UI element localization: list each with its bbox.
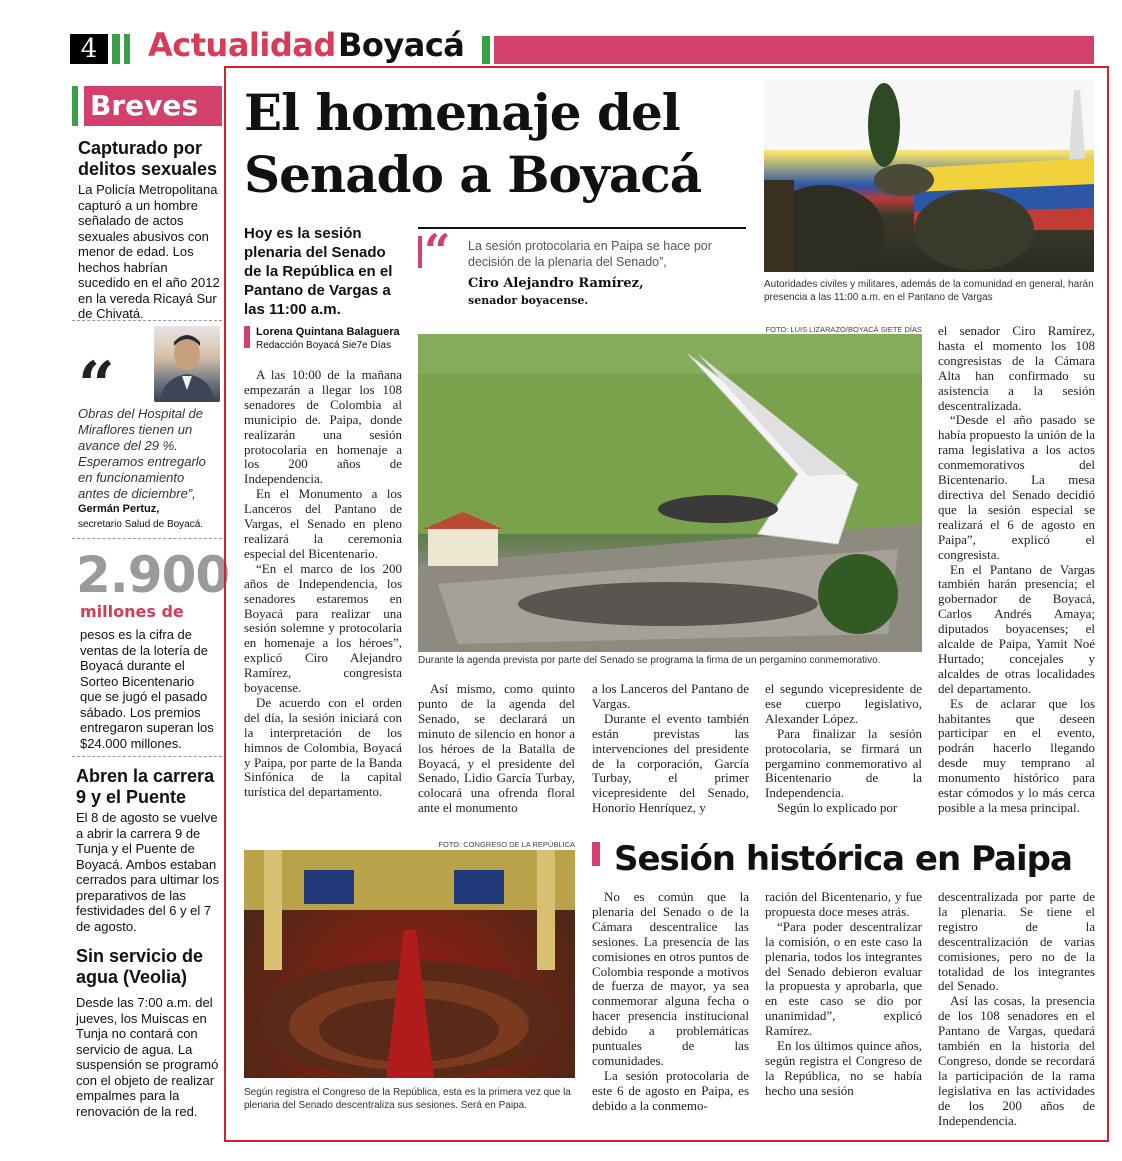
byline-bar [244, 326, 250, 348]
divider [72, 538, 222, 539]
monument-aerial-photo [418, 334, 922, 652]
paragraph: Así las cosas, la presencia de los 108 senadores en el Pantano de Vargas, quedará también en la historia del Congreso, donde se recordará la participación de la rama legislativa en las actividades de los 200 años de Independencia. [938, 993, 1095, 1128]
soldiers-flag-photo [764, 80, 1094, 272]
photo-caption: Según registra el Congreso de la República, esta es la primera vez que la plenaria del Senado descentraliza sus sesiones. Será en Paipa. [244, 1087, 571, 1111]
paragraph: el segundo vicepresidente de ese cuerpo legislativo, Alexander López. [765, 681, 922, 726]
paragraph: En los últimos quince años, según registra el Congreso de la República, no se había hecho una sesión [765, 1038, 922, 1098]
figure-unit: millones de [80, 602, 184, 621]
article-column-1 [244, 368, 402, 800]
header-green-bar [124, 34, 130, 64]
article-column-3 [592, 682, 749, 816]
brief-title: Sin servicio de agua (Veolia) [76, 946, 204, 987]
paragraph: Así mismo, como quinto punto de la agenda del Senado, se declarará un minuto de silencio en honor a los héroes de la Batalla de Boyacá, y el presidente del Senado, Lidio García Turbay, colocará una ofrenda floral ante el monumento [418, 681, 575, 816]
section-name: Actualidad [148, 26, 336, 64]
paragraph: No es común que la plenaria del Senado o de la Cámara descentralice las sesiones. La presencia de las comisiones en otros puntos de Colombia responde a motivos de fuerza de mayor, ya sea conmemorar alguna fecha o hacer presencia institucional debido a problemáticas puntuales de las comunidades. [592, 889, 749, 1068]
paragraph: “En el marco de los 200 años de Independencia, los senadores estaremos en Boyacá para realizar una sesión solemne y protocolaria en homenaje a los héroes”, explicó Ciro Alejandro Ramírez, congresista boyacense. [244, 560, 402, 696]
paragraph: Según lo explicado por [777, 800, 898, 816]
divider [72, 320, 222, 321]
sidebar-quote-text: Obras del Hospital de Miraflores tienen un avance del 29 %. Esperamos entregarlo en funcionamiento antes de diciembre”, [78, 406, 206, 501]
paragraph: a los Lanceros del Pantano de Vargas. [592, 681, 749, 711]
photo-credit: FOTO: CONGRESO DE LA REPÚBLICA [438, 840, 575, 849]
figure-number: 2.900 [76, 546, 230, 604]
article2-column-1 [592, 890, 749, 1114]
sidebar-green-bar [72, 86, 78, 126]
paragraph: En el Pantano de Vargas también harán presencia; el gobernador de Boyacá, Carlos Andrés Amaya; diputados boyacenses; el alcalde de Paipa, Yamit Noé Hurtado; concejales y alcaldes de otras localidades del departamento. [938, 561, 1095, 696]
article2-column-2 [765, 890, 922, 1099]
photo-illustration-icon [244, 850, 575, 1078]
avatar [154, 326, 220, 402]
quote-mark-icon: “ [78, 348, 115, 423]
brief-title: Capturado por delitos sexuales [78, 138, 218, 179]
secondary-headline: Sesión histórica en Paipa [614, 839, 1072, 879]
article2-column-3 [938, 890, 1095, 1129]
paragraph: descentralizada por parte de la plenaria. Se tiene el registro de la descentralización de varias comisiones, pero no de la totalidad de los integrantes del Senado. [938, 889, 1095, 994]
photo-illustration-icon [764, 80, 1094, 272]
paragraph: Para finalizar la sesión protocolaria, se firmará un pergamino conmemorativo al Bicentenario de la Independencia. [765, 725, 922, 801]
sidebar-quote-role: secretario Salud de Boyacá. [78, 519, 204, 530]
quote-mark-icon: “ [424, 224, 451, 278]
header-bar [494, 36, 1094, 64]
article-column-2 [418, 682, 575, 816]
headline-bar [592, 842, 600, 866]
pullquote-role: senador boyacense. [468, 294, 589, 307]
paragraph: “Para poder descentralizar la comisión, o en este caso la plenaria, todos los integrantes del Senado debieron evaluar la propuesta y aprobarla, que en este caso se dio por unanimidad”, explicó Ramírez. [765, 918, 922, 1039]
sidebar-quote-name: Germán Pertuz, [78, 503, 160, 515]
pullquote-text: La sesión protocolaria en Paipa se hace por decisión de la plenaria del Senado”, [468, 239, 712, 269]
brief-title: Abren la carrera 9 y el Puente [76, 766, 215, 807]
figure-text: pesos es la cifra de ventas de la lotería de Boyacá durante el Sorteo Bicentenario que se jugó el pasado sábado. Los premios entregaron superan los $24.000 millones. [80, 627, 214, 751]
portrait-icon [154, 326, 220, 402]
paragraph: La sesión protocolaria de este 6 de agosto en Paipa, es debido a la conmemo- [592, 1067, 749, 1113]
brief-text: Desde las 7:00 a.m. del jueves, los Muiscas en Tunja no contará con servicio de agua. La suspensión se programó con el objeto de realizar empalmes para la renovación de la red. [76, 995, 219, 1119]
byline-author: Lorena Quintana Balaguera [256, 326, 400, 338]
divider [72, 756, 222, 757]
article-column-5 [938, 324, 1095, 816]
quote-bar [418, 236, 422, 268]
brief-text: La Policía Metropolitana capturó a un hombre señalado de actos sexuales abusivos con menor de edad. Los hechos habrían sucedido en el año 2012 en la vereda Ricayá Sur de Chivatá. [78, 182, 220, 321]
photo-credit: FOTO: LUIS LIZARAZO/BOYACÁ SIETE DÍAS [765, 325, 922, 334]
paragraph: De acuerdo con el orden del día, la sesión iniciará con la interpretación de los himnos de Colombia, Boyacá y Paipa, por parte de la Banda Sinfónica de la capital turística del departamento. [244, 694, 402, 800]
quote-rule [418, 227, 746, 229]
subhead: Hoy es la sesión plenaria del Senado de la República en el Pantano de Vargas a las 11:00 a.m. [244, 225, 393, 318]
paragraph: “Desde el año pasado se había propuesto la unión de la rama legislativa a los actos conmemorativos del Bicentenario. La mesa directiva del Senado decidió que la sesión especial se realizará el 6 de agosto en Paipa”, explicó el congresista. [938, 412, 1095, 562]
header-green-bar [112, 34, 120, 64]
headline: El homenaje del Senado a Boyacá [244, 83, 702, 204]
sidebar-heading: Breves [84, 86, 222, 126]
photo-illustration-icon [418, 334, 922, 652]
section-region: Boyacá [338, 26, 465, 64]
page-number: 4 [70, 34, 108, 64]
paragraph: En el Monumento a los Lanceros del Pantano de Vargas, el Senado en pleno realizará la ceremonia especial del Bicentenario. [244, 486, 402, 561]
senate-chamber-photo [244, 850, 575, 1078]
paragraph: Durante el evento también están previstas las intervenciones del presidente de la corporación, García Turbay, el primer vicepresidente del Senado, Honorio Henríquez, y [592, 710, 749, 816]
paragraph: A las 10:00 de la mañana empezarán a llegar los 108 senadores de Colombia al municipio de. Paipa, donde realizarán una sesión protocolaria en homenaje a los 200 años de Independencia. [244, 367, 402, 487]
article-column-4 [765, 682, 922, 816]
photo-caption: Autoridades civiles y militares, además de la comunidad en general, harán presencia a las 11:00 a.m. en el Pantano de Vargas [764, 279, 1094, 303]
paragraph: Es de aclarar que los habitantes que deseen participar en el evento, podrán hacerlo llegando desde muy temprano al monumento histórico para estar cómodos y lo más cerca posible a la mesa principal. [938, 695, 1095, 815]
byline-desk: Redacción Boyacá Sie7e Días [256, 340, 392, 351]
pullquote-name: Ciro Alejandro Ramírez, [468, 276, 644, 291]
header-green-bar [482, 36, 490, 64]
brief-text: El 8 de agosto se vuelve a abrir la carrera 9 de Tunja y el Puente de Boyacá. Ambos estaban cerrados para ultimar los preparativos de las festividades del 6 y el 7 de agosto. [76, 810, 220, 934]
paragraph: el senador Ciro Ramírez, hasta el momento los 108 congresistas de la Cámara Alta han confirmado su asistencia a la sesión descentralizada. [938, 323, 1095, 413]
paragraph: ración del Bicentenario, y fue propuesta doce meses atrás. [765, 889, 922, 919]
photo-caption: Durante la agenda prevista por parte del Senado se programa la firma de un pergamino conmemorativo. [418, 655, 881, 666]
